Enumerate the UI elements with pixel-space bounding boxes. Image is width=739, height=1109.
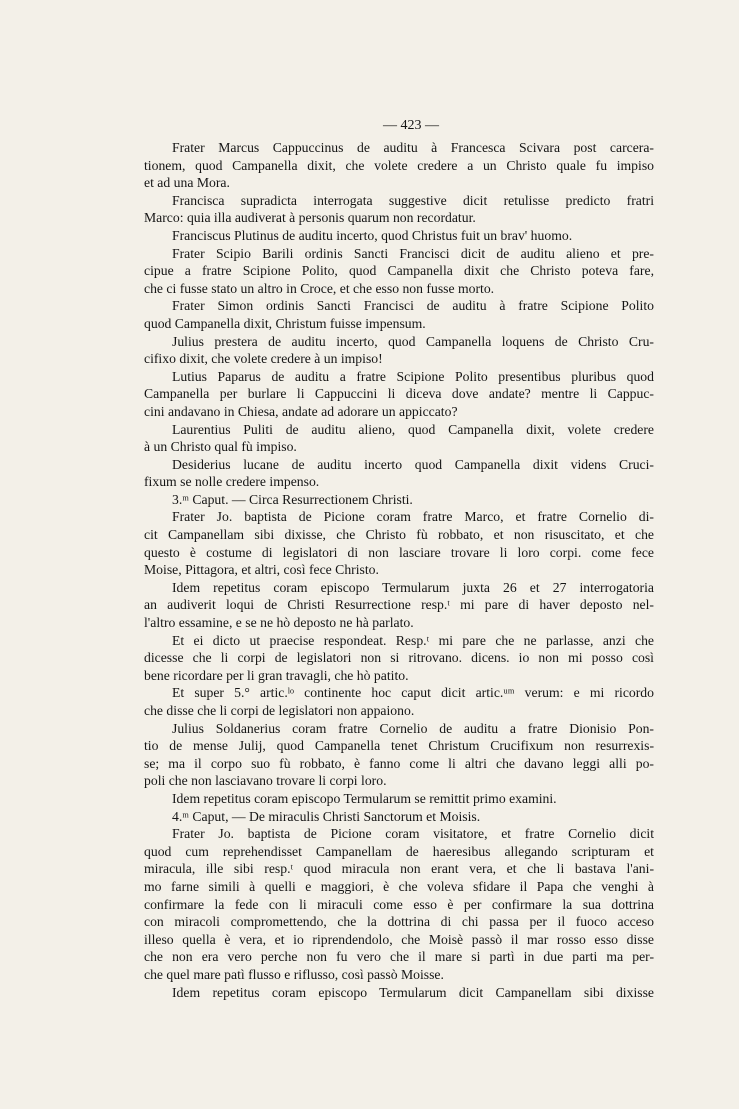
text-line: bene ricordare per li gran travagli, che hò patito. <box>144 667 409 683</box>
text-line: Desiderius lucane de auditu incerto quod Campanella dixit videns Cruci- <box>172 456 654 472</box>
body-text <box>144 139 654 1001</box>
text-line: Frater Marcus Cappuccinus de auditu à Francesca Scivara post carcera- <box>172 140 654 155</box>
text-line: tio de mense Julij, quod Campanella tenet Christum Crucifixum non resurrexis- <box>144 738 654 754</box>
text-line: con miracoli compromettendo, che la dottrina di chi passa per il fuoco acceso <box>144 914 654 930</box>
text-line: Et ei dicto ut praecise respondeat. Resp.ᵗ mi pare che ne parlasse, anzi che <box>172 632 654 648</box>
text-line: Idem repetitus coram episcopo Termularum se remittit primo examini. <box>172 790 557 806</box>
text-line: che non era vero perche non fu vero che il mare si partì in due parti ma per- <box>144 949 654 965</box>
text-line: questo è costume di legislatori di non lasciare trovare li loro corpi. come fece <box>144 544 654 560</box>
text-line: confirmare la fede con li miraculi come esso è per confirmare la sua dottrina <box>144 896 654 912</box>
text-line: illeso quella è vera, et io riprendendolo, che Moisè passò il mar rosso esso disse <box>144 931 654 947</box>
text-line: 4.ᵐ Caput, — De miraculis Christi Sanctorum et Moisis. <box>172 808 481 824</box>
text-line: Moise, Pittagora, et altri, così fece Christo. <box>144 562 379 578</box>
text-line: Idem repetitus coram episcopo Termularum dicit Campanellam sibi dixisse <box>172 984 654 1000</box>
text-line: se; ma il corpo suo fù robbato, è fanno come li altri che davano leggi alli po- <box>144 755 654 771</box>
text-line: miracula, ille sibi resp.ᵗ quod miracula non erant vera, et che li bastava l'ani- <box>144 861 654 877</box>
text-line: cipue a fratre Scipione Polito, quod Campanella dixit che Christo poteva fare, <box>144 263 654 279</box>
text-line: Francisca supradicta interrogata suggestive dicit retulisse predicto fratri <box>172 192 654 208</box>
text-line: Frater Jo. baptista de Picione coram visitatore, et fratre Cornelio dicit <box>172 826 654 842</box>
text-line: quod cum reprehendisset Campanellam de haeresibus allegando scripturam et <box>144 843 654 859</box>
text-line: Idem repetitus coram episcopo Termularum juxta 26 et 27 interrogatoria <box>172 579 654 595</box>
text-line: Julius Soldanerius coram fratre Cornelio de auditu a fratre Dionisio Pon- <box>172 720 654 736</box>
text-line: dicesse che li corpi de legislatori non si ritrovano. dicens. io non mi posso così <box>144 650 654 666</box>
text-line: an audiverit loqui de Christi Resurrectione resp.ᵗ mi pare di haver deposto nel- <box>144 597 654 613</box>
text-line: Lutius Paparus de auditu a fratre Scipione Polito presentibus pluribus quod <box>172 368 654 384</box>
text-line: Laurentius Puliti de auditu alieno, quod Campanella dixit, volete credere <box>172 421 654 437</box>
text-line: cifixo dixit, che volete credere à un impiso! <box>144 351 383 367</box>
text-line: poli che non lasciavano trovare li corpi loro. <box>144 773 387 789</box>
text-line: Franciscus Plutinus de auditu incerto, quod Christus fuit un brav' huomo. <box>172 227 573 243</box>
text-line: quod Campanella dixit, Christum fuisse impensum. <box>144 315 426 331</box>
text-line: fixum se nolle credere impenso. <box>144 474 320 490</box>
text-line: Frater Scipio Barili ordinis Sancti Francisci dicit de auditu alieno et pre- <box>172 245 654 261</box>
document-page <box>144 114 654 1001</box>
text-line: Et super 5.° artic.ˡᵒ continente hoc caput dicit artic.ᵘᵐ verum: e mi ricordo <box>172 685 654 701</box>
text-line: 3.ᵐ Caput. — Circa Resurrectionem Christi. <box>172 491 413 507</box>
text-line: à un Christo qual fù impiso. <box>144 439 297 455</box>
text-line: cini andavano in Chiesa, andate ad adorare un appiccato? <box>144 403 458 419</box>
text-line: che disse che li corpi de legislatori non appaiono. <box>144 703 415 718</box>
text-line: l'altro essamine, e se ne hò deposto ne hà parlato. <box>144 615 414 631</box>
text-line: che ci fusse stato un altro in Croce, et che esso non fusse morto. <box>144 280 495 296</box>
text-line: Frater Simon ordinis Sancti Francisci de auditu à fratre Scipione Polito <box>172 298 654 314</box>
text-line: Marco: quia illa audiverat à personis quarum non recordatur. <box>144 210 476 226</box>
text-line: mo farne simili à quelli e maggiori, è che voleva sfidare il Papa che venghi à <box>144 878 654 894</box>
page-number: — 423 — <box>383 118 439 133</box>
text-line: Julius prestera de auditu incerto, quod Campanella loquens de Christo Cru- <box>172 333 654 349</box>
text-line: Campanella per burlare li Cappuccini li diceva dove andate? mentre li Cappuc- <box>144 386 654 402</box>
text-line: Frater Jo. baptista de Picione coram fratre Marco, et fratre Cornelio di- <box>172 509 654 525</box>
text-line: cit Campanellam sibi dixisse, che Christo fù robbato, et non risuscitato, et che <box>144 527 654 543</box>
text-line: et ad una Mora. <box>144 175 230 191</box>
text-line: tionem, quod Campanella dixit, che volete credere a un Christo quale fu impiso <box>144 157 654 173</box>
text-line: che quel mare patì flusso e riflusso, così passò Moisse. <box>144 966 444 982</box>
